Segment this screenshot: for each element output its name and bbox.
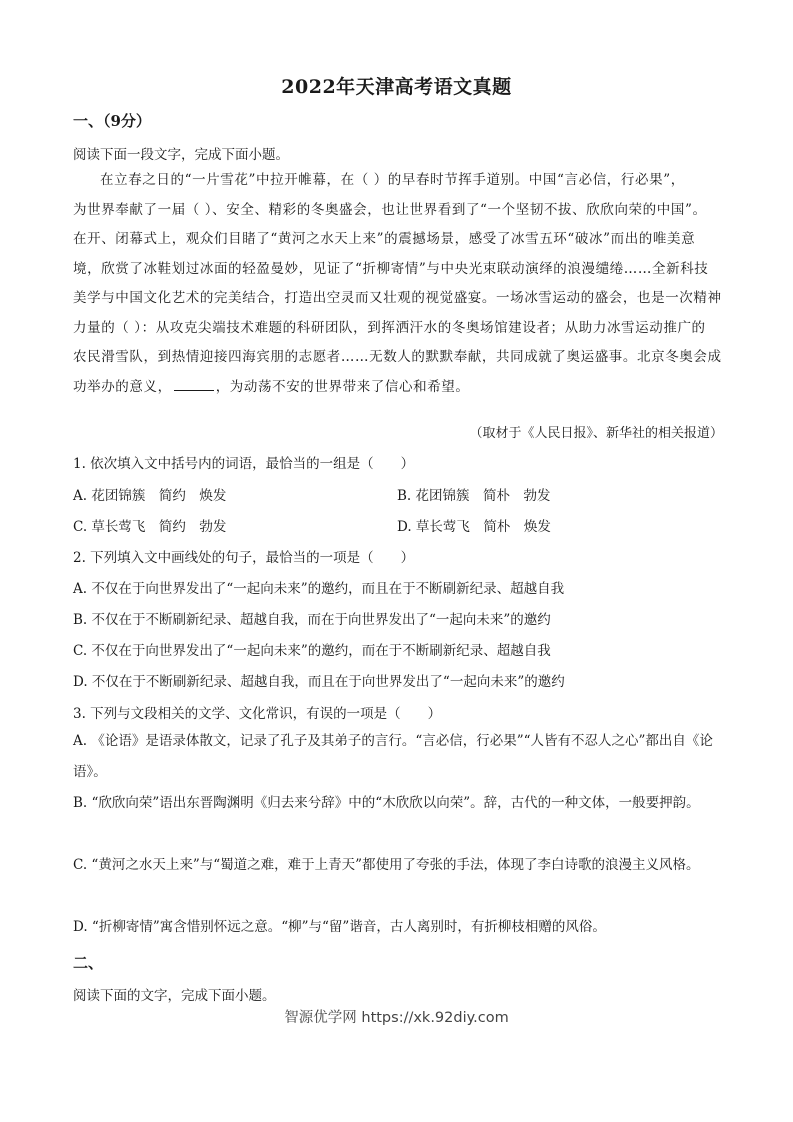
question-3-option-c: C. “黄河之水天上来”与“蜀道之难，难于上青天”都使用了夸张的手法，体现了李白诗歌的浪漫主义风格。 xyxy=(73,857,700,873)
passage-line: 农民滑雪队，到热情迎接四海宾朋的志愿者……无数人的默默奉献，共同成就了奥运盛事。北京冬奥会成 xyxy=(73,349,722,365)
passage-line: 境，欣赏了冰鞋划过冰面的轻盈曼妙，见证了“折柳寄情”与中央光束联动演绎的浪漫缱绻……全新科技 xyxy=(73,260,709,277)
reading-passage xyxy=(73,166,722,402)
question-3-option-a: A. 《论语》是语录体散文，记录了孔子及其弟子的言行。“言必信，行必果”“人皆有不忍人之心”都出自《论语》。 xyxy=(73,733,713,780)
question-2-option-a: A. 不仅在于向世界发出了“一起向未来”的邀约，而且在于不断刷新纪录、超越自我 xyxy=(73,581,565,597)
passage-line: 美学与中国文化艺术的完美结合，打造出空灵而又壮观的视觉盛宴。一场冰雪运动的盛会，也是一次精神 xyxy=(73,290,722,306)
passage-line: 为世界奉献了一届（ ）、安全、精彩的冬奥盛会，也让世界看到了“一个坚韧不拔、欣欣向荣的中国”。 xyxy=(73,201,707,218)
question-2-option-b: B. 不仅在于不断刷新纪录、超越自我，而在于向世界发出了“一起向未来”的邀约 xyxy=(73,612,551,628)
page-footer-watermark: 智源优学网 https://xk.92diy.com xyxy=(284,1010,509,1026)
section-1-heading: 一、（9分） xyxy=(73,112,151,130)
passage-line: 在开、闭幕式上，观众们目睹了“黄河之水天上来”的震撼场景，感受了冰雪五环“破冰”而出的唯美意 xyxy=(73,231,696,247)
section-2-instruction: 阅读下面的文字，完成下面小题。 xyxy=(73,988,276,1004)
question-1-option-b: B. 花团锦簇 简朴 勃发 xyxy=(397,488,551,504)
question-2-stem: 2. 下列填入文中画线处的句子，最恰当的一项是（ ） xyxy=(73,550,415,566)
passage-line: 力量的（ ）：从攻克尖端技术难题的科研团队，到挥洒汗水的冬奥场馆建设者；从助力冰雪运动推广的 xyxy=(73,319,706,336)
question-1-option-a: A. 花团锦簇 简约 焕发 xyxy=(73,488,227,504)
question-1-option-d: D. 草长莺飞 简朴 焕发 xyxy=(397,519,551,535)
section-1-instruction: 阅读下面一段文字，完成下面小题。 xyxy=(73,147,289,163)
section-2-heading: 二、 xyxy=(73,954,104,972)
passage-line-start: 功举办的意义， xyxy=(73,378,172,395)
question-1-stem: 1. 依次填入文中括号内的词语，最恰当的一组是（ ） xyxy=(73,456,415,472)
passage-line-end: ，为动荡不安的世界带来了信心和希望。 xyxy=(215,378,470,395)
fill-in-blank-underline xyxy=(174,376,214,391)
passage-last-line xyxy=(73,373,719,403)
question-1-option-c: C. 草长莺飞 简约 勃发 xyxy=(73,519,227,535)
question-3-option-d: D. “折柳寄情”寓含惜别怀远之意。“柳”与“留”谐音，古人离别时，有折柳枝相赠的风俗。 xyxy=(73,919,606,935)
question-3-option-b: B. “欣欣向荣”语出东晋陶渊明《归去来兮辞》中的“木欣欣以向荣”。辞，古代的一种文体，一般要押韵。 xyxy=(73,795,700,811)
passage-source: （取材于《人民日报》、新华社的相关报道） xyxy=(469,426,723,441)
question-2-option-c: C. 不仅在于向世界发出了“一起向未来”的邀约，而在于不断刷新纪录、超越自我 xyxy=(73,643,551,659)
passage-line: 在立春之日的“一片雪花”中拉开帷幕，在（ ）的早春时节挥手道别。中国“言必信，行必果”， xyxy=(100,172,685,188)
question-2-option-d: D. 不仅在于不断刷新纪录、超越自我，而且在于向世界发出了“一起向未来”的邀约 xyxy=(73,674,565,690)
page-title: 2022年天津高考语文真题 xyxy=(281,76,512,98)
question-3-stem: 3. 下列与文段相关的文学、文化常识，有误的一项是（ ） xyxy=(73,706,442,722)
